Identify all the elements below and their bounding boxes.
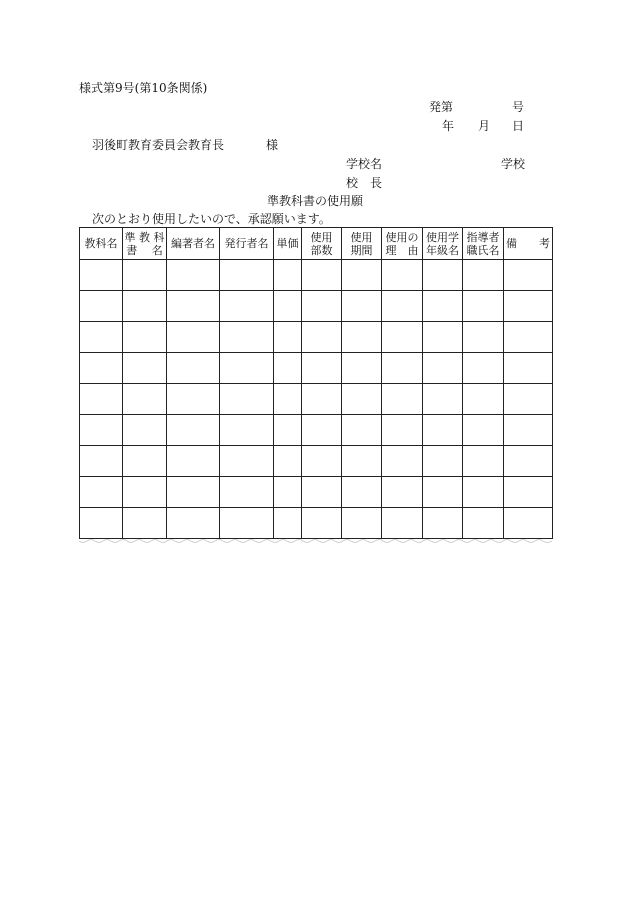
table-cell[interactable] — [167, 477, 220, 508]
table-cell[interactable] — [423, 353, 463, 384]
table-row — [80, 384, 553, 415]
header-subject: 教科名 — [80, 228, 123, 260]
table-cell[interactable] — [382, 384, 423, 415]
table-cell[interactable] — [80, 446, 123, 477]
table-cell[interactable] — [123, 353, 167, 384]
table-cell[interactable] — [123, 508, 167, 539]
table-cell[interactable] — [220, 291, 274, 322]
table-cell[interactable] — [302, 384, 342, 415]
school-suffix: 学校 — [501, 157, 526, 171]
table-cell[interactable] — [274, 477, 302, 508]
table-cell[interactable] — [167, 260, 220, 291]
table-cell[interactable] — [382, 477, 423, 508]
header-instructor: 指導者 職氏名 — [463, 228, 504, 260]
table-cell[interactable] — [123, 291, 167, 322]
table-cell[interactable] — [423, 384, 463, 415]
table-cell[interactable] — [463, 322, 504, 353]
table-cell[interactable] — [382, 291, 423, 322]
table-cell[interactable] — [463, 260, 504, 291]
table-cell[interactable] — [123, 446, 167, 477]
table-cell[interactable] — [167, 353, 220, 384]
table-cell[interactable] — [342, 477, 382, 508]
table-cell[interactable] — [220, 322, 274, 353]
table-row — [80, 260, 553, 291]
table-cell[interactable] — [382, 415, 423, 446]
table-cell[interactable] — [382, 260, 423, 291]
table-cell[interactable] — [220, 260, 274, 291]
addressee: 羽後町教育委員会教育長 — [92, 138, 225, 152]
table-cell[interactable] — [274, 415, 302, 446]
table-cell[interactable] — [342, 260, 382, 291]
torn-edge-decoration — [79, 539, 552, 545]
table-cell[interactable] — [220, 415, 274, 446]
table-cell[interactable] — [80, 415, 123, 446]
table-cell[interactable] — [504, 291, 553, 322]
date-month-label: 月 — [478, 119, 491, 133]
table-cell[interactable] — [342, 384, 382, 415]
table-cell[interactable] — [220, 508, 274, 539]
table-cell[interactable] — [423, 508, 463, 539]
table-cell[interactable] — [463, 508, 504, 539]
table-cell[interactable] — [463, 291, 504, 322]
table-cell[interactable] — [167, 508, 220, 539]
table-cell[interactable] — [167, 415, 220, 446]
issue-number-suffix: 号 — [512, 100, 525, 114]
request-text: 次のとおり使用したいので、承認願います。 — [92, 212, 331, 226]
table-cell[interactable] — [302, 260, 342, 291]
table-cell[interactable] — [342, 322, 382, 353]
table-cell[interactable] — [342, 353, 382, 384]
table-row — [80, 508, 553, 539]
school-name-label: 学校名 — [346, 157, 383, 171]
table-cell[interactable] — [504, 477, 553, 508]
table-cell[interactable] — [220, 477, 274, 508]
table-body — [80, 260, 553, 539]
table-cell[interactable] — [382, 353, 423, 384]
table-cell[interactable] — [423, 415, 463, 446]
header-reason: 使用の 理 由 — [382, 228, 423, 260]
table-cell[interactable] — [123, 322, 167, 353]
table-cell[interactable] — [423, 291, 463, 322]
table-cell[interactable] — [463, 415, 504, 446]
table-cell[interactable] — [423, 477, 463, 508]
table-row — [80, 322, 553, 353]
date-year-label: 年 — [442, 119, 455, 133]
table-cell[interactable] — [382, 508, 423, 539]
table-cell[interactable] — [123, 260, 167, 291]
table-cell[interactable] — [220, 384, 274, 415]
table-cell[interactable] — [504, 384, 553, 415]
table-cell[interactable] — [342, 508, 382, 539]
table-cell[interactable] — [423, 322, 463, 353]
issue-number-label: 発第 — [429, 100, 454, 114]
document-title: 準教科書の使用願 — [267, 194, 364, 208]
table-cell[interactable] — [274, 260, 302, 291]
table-cell[interactable] — [220, 353, 274, 384]
table-cell[interactable] — [302, 477, 342, 508]
table-cell[interactable] — [167, 446, 220, 477]
table-row — [80, 415, 553, 446]
table-cell[interactable] — [463, 384, 504, 415]
table-cell[interactable] — [382, 322, 423, 353]
table-cell[interactable] — [274, 384, 302, 415]
table-row — [80, 291, 553, 322]
table-cell[interactable] — [382, 446, 423, 477]
table-cell[interactable] — [123, 384, 167, 415]
table-cell[interactable] — [342, 415, 382, 446]
table-cell[interactable] — [504, 353, 553, 384]
table-cell[interactable] — [274, 508, 302, 539]
form-number: 様式第9号(第10条関係) — [79, 81, 208, 95]
table-cell[interactable] — [302, 291, 342, 322]
table-cell[interactable] — [167, 384, 220, 415]
table-cell[interactable] — [504, 415, 553, 446]
table-cell[interactable] — [274, 446, 302, 477]
date-day-label: 日 — [512, 119, 525, 133]
table-row — [80, 477, 553, 508]
table-cell[interactable] — [504, 322, 553, 353]
header-grade-class: 使用学 年級名 — [423, 228, 463, 260]
table-cell[interactable] — [80, 477, 123, 508]
principal-label: 校 長 — [346, 176, 383, 190]
table-cell[interactable] — [423, 260, 463, 291]
table-cell[interactable] — [302, 508, 342, 539]
table-row — [80, 353, 553, 384]
honorific: 様 — [266, 138, 279, 152]
table-cell[interactable] — [220, 446, 274, 477]
table-cell[interactable] — [504, 446, 553, 477]
table-cell[interactable] — [504, 508, 553, 539]
header-textbook-name: 準 教 科 書 名 — [123, 228, 167, 260]
table-cell[interactable] — [80, 322, 123, 353]
table-cell[interactable] — [123, 415, 167, 446]
table-cell[interactable] — [274, 322, 302, 353]
table-cell[interactable] — [302, 446, 342, 477]
table-cell[interactable] — [80, 260, 123, 291]
table-cell[interactable] — [80, 508, 123, 539]
table-cell[interactable] — [80, 291, 123, 322]
table-cell[interactable] — [302, 322, 342, 353]
table-cell[interactable] — [463, 477, 504, 508]
table-cell[interactable] — [342, 446, 382, 477]
table-cell[interactable] — [423, 446, 463, 477]
table-cell[interactable] — [80, 353, 123, 384]
table-cell[interactable] — [167, 322, 220, 353]
table-cell[interactable] — [342, 291, 382, 322]
table-cell[interactable] — [274, 291, 302, 322]
table-cell[interactable] — [274, 353, 302, 384]
table-row — [80, 446, 553, 477]
header-editor: 編著者名 — [167, 228, 220, 260]
header-remarks: 備 考 — [504, 228, 553, 260]
usage-table — [79, 227, 553, 539]
table-cell[interactable] — [80, 384, 123, 415]
table-cell[interactable] — [123, 477, 167, 508]
header-copies: 使用 部数 — [302, 228, 342, 260]
header-period: 使用 期間 — [342, 228, 382, 260]
table-cell[interactable] — [302, 415, 342, 446]
table-cell[interactable] — [302, 353, 342, 384]
table-cell[interactable] — [463, 353, 504, 384]
table-header-row — [80, 228, 553, 260]
table-cell[interactable] — [463, 446, 504, 477]
usage-table-container — [79, 227, 552, 541]
header-unit-price: 単価 — [274, 228, 302, 260]
table-cell[interactable] — [504, 260, 553, 291]
table-cell[interactable] — [167, 291, 220, 322]
header-publisher: 発行者名 — [220, 228, 274, 260]
